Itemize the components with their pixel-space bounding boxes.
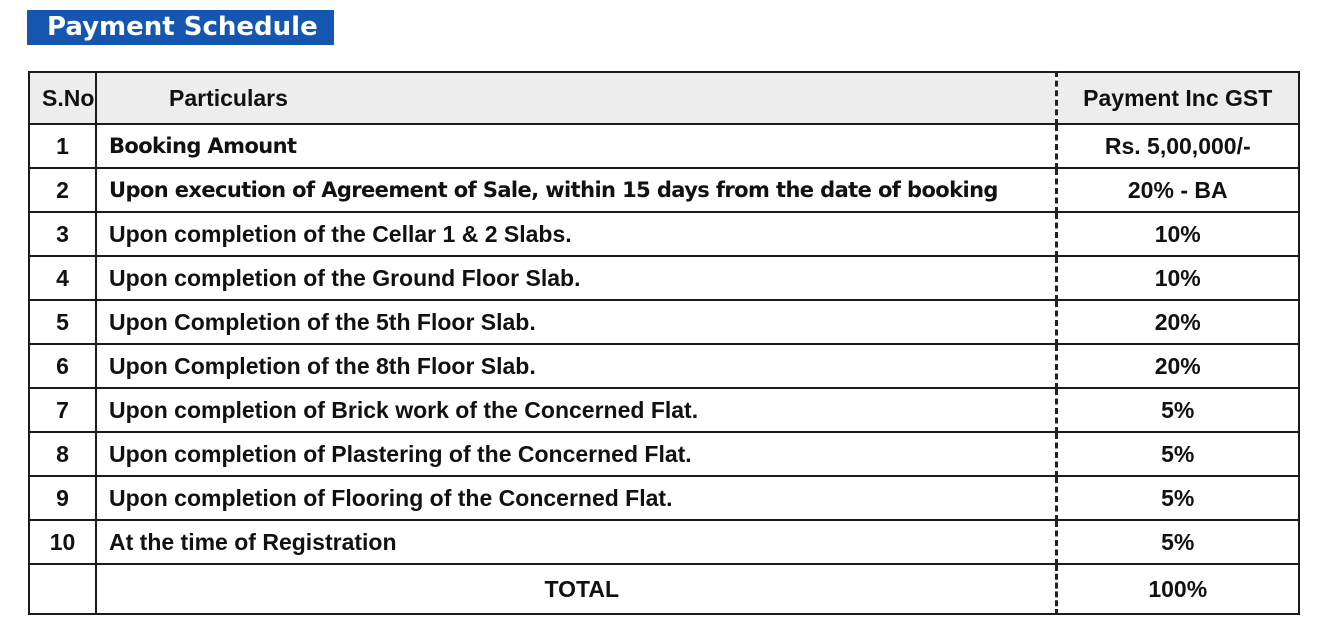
row-particulars: Upon completion of the Cellar 1 & 2 Slabs. [96, 212, 1056, 256]
page-title: Payment Schedule [27, 10, 334, 45]
row-payment: 10% [1056, 256, 1299, 300]
row-particulars: Upon completion of Flooring of the Concerned Flat. [96, 476, 1056, 520]
row-payment: 5% [1056, 520, 1299, 564]
table-row [29, 168, 1299, 212]
row-sno: 1 [29, 124, 96, 168]
row-sno: 7 [29, 388, 96, 432]
row-sno: 10 [29, 520, 96, 564]
row-particulars: Upon completion of Brick work of the Concerned Flat. [96, 388, 1056, 432]
total-payment: 100% [1056, 564, 1299, 614]
table-header-row [29, 72, 1299, 124]
table-row [29, 388, 1299, 432]
row-payment: 20% [1056, 344, 1299, 388]
header-payment: Payment Inc GST [1056, 72, 1299, 124]
row-payment: 10% [1056, 212, 1299, 256]
row-sno: 6 [29, 344, 96, 388]
header-sno: S.No [29, 72, 96, 124]
table-row [29, 344, 1299, 388]
row-payment: 20% - BA [1056, 168, 1299, 212]
payment-schedule-table [28, 71, 1300, 615]
row-payment: 5% [1056, 388, 1299, 432]
table-row [29, 256, 1299, 300]
table-row [29, 476, 1299, 520]
row-payment: 5% [1056, 432, 1299, 476]
row-particulars: Booking Amount [96, 124, 1056, 168]
row-payment: Rs. 5,00,000/- [1056, 124, 1299, 168]
total-label: TOTAL [96, 564, 1056, 614]
row-sno: 2 [29, 168, 96, 212]
row-particulars: At the time of Registration [96, 520, 1056, 564]
row-particulars: Upon completion of Plastering of the Concerned Flat. [96, 432, 1056, 476]
table-row [29, 432, 1299, 476]
row-sno: 5 [29, 300, 96, 344]
row-sno: 4 [29, 256, 96, 300]
table-row [29, 300, 1299, 344]
row-sno: 9 [29, 476, 96, 520]
total-row [29, 564, 1299, 614]
header-particulars: Particulars [96, 72, 1056, 124]
table-row [29, 212, 1299, 256]
table-row [29, 520, 1299, 564]
table-row [29, 124, 1299, 168]
row-particulars: Upon completion of the Ground Floor Slab. [96, 256, 1056, 300]
row-payment: 20% [1056, 300, 1299, 344]
row-sno: 3 [29, 212, 96, 256]
row-particulars: Upon Completion of the 5th Floor Slab. [96, 300, 1056, 344]
row-particulars: Upon execution of Agreement of Sale, within 15 days from the date of booking [96, 168, 1056, 212]
row-particulars: Upon Completion of the 8th Floor Slab. [96, 344, 1056, 388]
row-sno: 8 [29, 432, 96, 476]
total-sno-cell [29, 564, 96, 614]
row-payment: 5% [1056, 476, 1299, 520]
